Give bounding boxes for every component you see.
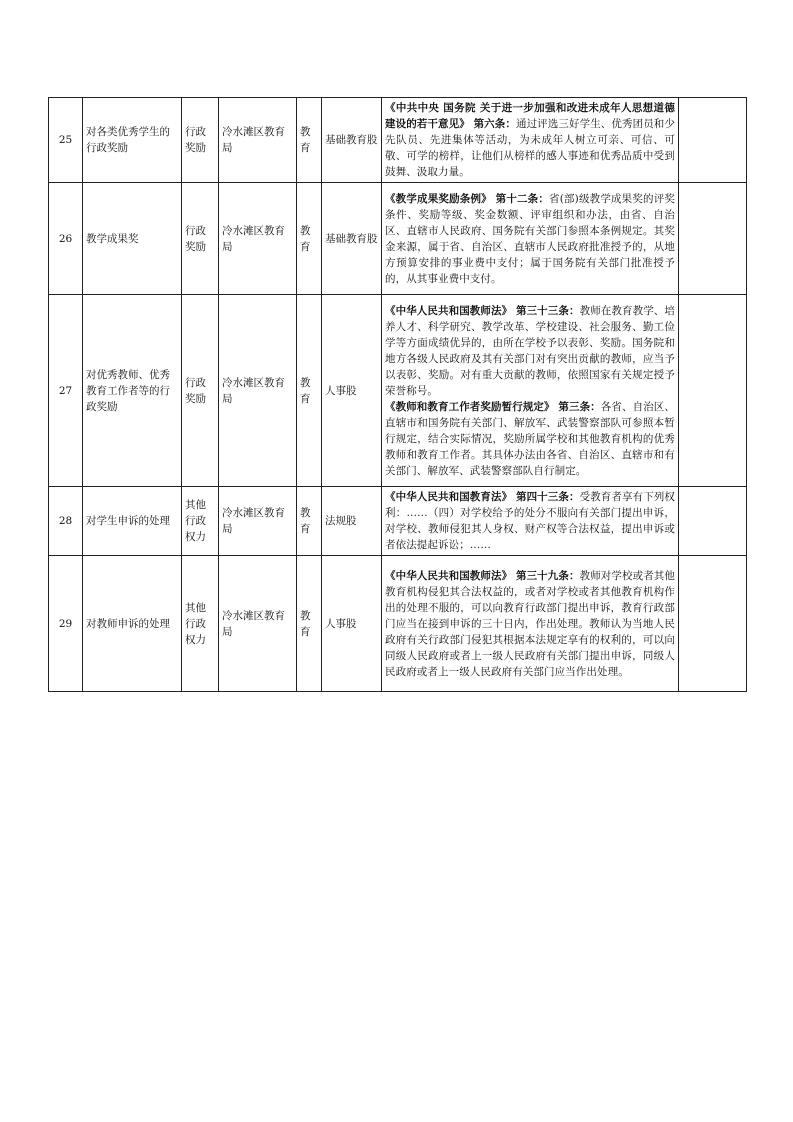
power-type: 行政奖励 bbox=[182, 295, 219, 487]
article-number: 第十二条： bbox=[491, 192, 550, 205]
article-text: 省(部)级教学成果奖的评奖条件、奖励等级、奖金数额、评审组织和办法，由省、自治区、直辖市人民政府、国务院有关部门参照本条例规定。其奖金来源，属于省、自治区、直辖市人民政府批准授予的，从地方预算安排的事业费中支付；属于国务院有关部门批准授予的，从其事业费中支付。 bbox=[385, 192, 675, 285]
power-name: 教学成果奖 bbox=[83, 183, 182, 295]
remark-cell bbox=[679, 556, 747, 692]
power-category: 教育 bbox=[297, 487, 322, 556]
table-row bbox=[49, 183, 747, 295]
power-name: 对教师申诉的处理 bbox=[83, 556, 182, 692]
implementing-unit: 冷水滩区教育局 bbox=[219, 183, 297, 295]
power-name: 对优秀教师、优秀教育工作者等的行政奖励 bbox=[83, 295, 182, 487]
legal-basis bbox=[382, 295, 679, 487]
law-title: 《教师和教育工作者奖励暂行规定》 bbox=[385, 400, 555, 413]
article-text: 通过评选三好学生、优秀团员和少先队员、先进集体等活动，为未成年人树立可亲、可信、可敬、可学的榜样，让他们从榜样的感人事迹和优秀品质中受到鼓舞、汲取力量。 bbox=[385, 118, 675, 178]
row-number: 27 bbox=[49, 295, 83, 487]
power-type: 其他行政权力 bbox=[182, 556, 219, 692]
article-text: 教师在教育教学、培养人才、科学研究、教学改革、学校建设、社会服务、勤工俭学等方面成绩优异的，由所在学校予以表彰、奖励。国务院和地方各级人民政府及其有关部门对有突出贡献的教师，应当予以表彰、奖励。对有重大贡献的教师，依照国家有关规定授予荣誉称号。 bbox=[385, 304, 676, 397]
law-title: 《中华人民共和国教师法》 bbox=[385, 569, 513, 582]
powers-table bbox=[48, 97, 747, 692]
power-category: 教育 bbox=[297, 556, 322, 692]
responsible-dept: 法规股 bbox=[322, 487, 382, 556]
basis-paragraph bbox=[385, 568, 675, 680]
article-text: 教师对学校或者其他教育机构侵犯其合法权益的，或者对学校或者其他教育机构作出的处理不服的，可以向教育行政部门提出申诉，教育行政部门应当在接到申诉的三十日内，作出处理。教师认为当地人民政府有关行政部门侵犯其根据本法规定享有的权利的，可以向同级人民政府或者上一级人民政府有关部门提出申诉，同级人民政府或者上一级人民政府有关部门应当作出处理。 bbox=[385, 569, 676, 678]
basis-paragraph bbox=[385, 100, 675, 180]
implementing-unit: 冷水滩区教育局 bbox=[219, 98, 297, 183]
power-category: 教育 bbox=[297, 295, 322, 487]
power-name: 对各类优秀学生的行政奖励 bbox=[83, 98, 182, 183]
table-row bbox=[49, 487, 747, 556]
article-number: 第三条： bbox=[554, 400, 601, 413]
legal-basis bbox=[382, 556, 679, 692]
row-number: 28 bbox=[49, 487, 83, 556]
article-number: 第六条： bbox=[469, 118, 516, 130]
row-number: 26 bbox=[49, 183, 83, 295]
law-title: 《中华人民共和国教师法》 bbox=[385, 304, 513, 317]
legal-basis bbox=[382, 183, 679, 295]
power-category: 教育 bbox=[297, 183, 322, 295]
row-number: 29 bbox=[49, 556, 83, 692]
remark-cell bbox=[679, 98, 747, 183]
article-text: 各省、自治区、直辖市和国务院有关部门、解放军、武装警察部队可参照本暂行规定，结合实际情况，奖励所属学校和其他教育机构的优秀教师和教育工作者。其具体办法由各省、自治区、直辖市和有关部门、解放军、武装警察部队自行制定。 bbox=[385, 400, 676, 477]
power-type: 行政奖励 bbox=[182, 98, 219, 183]
responsible-dept: 基础教育股 bbox=[322, 98, 382, 183]
implementing-unit: 冷水滩区教育局 bbox=[219, 487, 297, 556]
table-row bbox=[49, 98, 747, 183]
power-category: 教育 bbox=[297, 98, 322, 183]
legal-basis bbox=[382, 487, 679, 556]
power-type: 行政奖励 bbox=[182, 183, 219, 295]
basis-paragraph bbox=[385, 489, 675, 553]
implementing-unit: 冷水滩区教育局 bbox=[219, 295, 297, 487]
implementing-unit: 冷水滩区教育局 bbox=[219, 556, 297, 692]
article-number: 第四十三条： bbox=[512, 491, 580, 503]
power-type: 其他行政权力 bbox=[182, 487, 219, 556]
table-row bbox=[49, 556, 747, 692]
remark-cell bbox=[679, 295, 747, 487]
article-number: 第三十三条： bbox=[512, 304, 580, 317]
row-number: 25 bbox=[49, 98, 83, 183]
law-title: 《中共中央 国务院 关于进一步加强和改进未成年人思想道德建设的若干意见》 bbox=[385, 102, 675, 130]
law-title: 《中华人民共和国教育法》 bbox=[385, 491, 513, 503]
basis-paragraph bbox=[385, 399, 675, 479]
article-text: 受教育者享有下列权利：……（四）对学校给予的处分不服向有关部门提出申诉，对学校、教师侵犯其人身权、财产权等合法权益，提出申诉或者依法提起诉讼；…… bbox=[385, 491, 676, 551]
table-row bbox=[49, 295, 747, 487]
law-title: 《教学成果奖励条例》 bbox=[385, 192, 492, 205]
remark-cell bbox=[679, 487, 747, 556]
responsible-dept: 基础教育股 bbox=[322, 183, 382, 295]
power-name: 对学生申诉的处理 bbox=[83, 487, 182, 556]
article-number: 第三十九条： bbox=[512, 569, 580, 582]
legal-basis bbox=[382, 98, 679, 183]
remark-cell bbox=[679, 183, 747, 295]
responsible-dept: 人事股 bbox=[322, 556, 382, 692]
table-body bbox=[49, 98, 747, 692]
responsible-dept: 人事股 bbox=[322, 295, 382, 487]
basis-paragraph bbox=[385, 303, 675, 399]
basis-paragraph bbox=[385, 191, 675, 287]
